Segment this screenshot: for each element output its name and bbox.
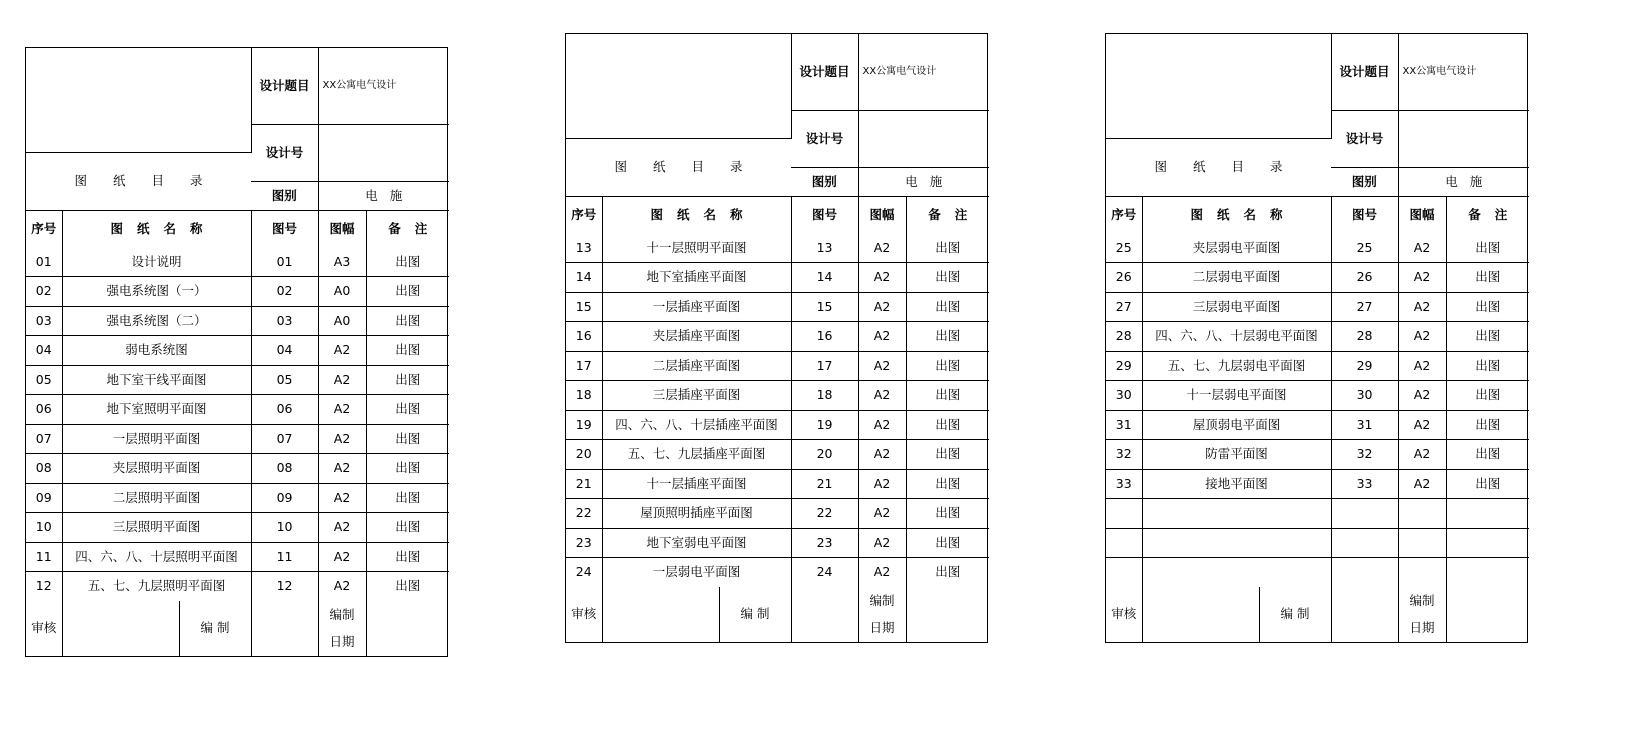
row-remark: 出图 — [1446, 263, 1529, 293]
row-drawing-no: 04 — [251, 336, 318, 366]
row-seq: 28 — [1106, 322, 1142, 352]
category-label: 图别 — [251, 181, 318, 210]
row-drawing-no: 29 — [1331, 351, 1398, 381]
row-name: 弱电系统图 — [62, 336, 251, 366]
table-row — [1106, 351, 1529, 381]
row-seq: 07 — [26, 424, 62, 454]
row-name: 四、六、八、十层照明平面图 — [62, 542, 251, 572]
col-name-header: 图纸名称 — [1142, 196, 1331, 234]
table-row — [1106, 322, 1529, 352]
subject-label: 设计题目 — [1331, 34, 1398, 110]
compile-date-label: 编制 日期 — [318, 601, 366, 656]
row-remark: 出图 — [906, 351, 989, 381]
title-area — [566, 34, 791, 138]
category-value: 电施 — [318, 181, 449, 210]
row-remark: 出图 — [906, 440, 989, 470]
row-seq: 32 — [1106, 440, 1142, 470]
row-size: A2 — [1398, 440, 1446, 470]
row-seq: 09 — [26, 483, 62, 513]
row-seq — [1106, 558, 1142, 587]
table-row — [566, 558, 989, 587]
row-remark — [1446, 558, 1529, 587]
col-remark-header: 备注 — [1446, 196, 1529, 234]
row-size: A2 — [1398, 410, 1446, 440]
table-row — [1106, 292, 1529, 322]
row-remark: 出图 — [1446, 234, 1529, 263]
table-row — [26, 424, 449, 454]
compile-label: 编 制 — [719, 587, 791, 642]
row-seq: 10 — [26, 513, 62, 543]
row-remark: 出图 — [366, 513, 449, 543]
subject-value: XX公寓电气设计 — [1398, 34, 1529, 110]
row-drawing-no: 01 — [251, 248, 318, 277]
row-size: A2 — [858, 351, 906, 381]
col-size-header: 图幅 — [1398, 196, 1446, 234]
table-row — [26, 336, 449, 366]
row-remark: 出图 — [366, 483, 449, 513]
row-remark: 出图 — [366, 454, 449, 484]
row-name: 二层弱电平面图 — [1142, 263, 1331, 293]
row-drawing-no: 21 — [791, 469, 858, 499]
row-remark: 出图 — [1446, 381, 1529, 411]
row-seq: 02 — [26, 277, 62, 307]
row-name: 屋顶弱电平面图 — [1142, 410, 1331, 440]
table-row — [26, 513, 449, 543]
row-seq: 16 — [566, 322, 602, 352]
row-size: A2 — [858, 381, 906, 411]
row-size: A2 — [858, 499, 906, 529]
design-no-label: 设计号 — [251, 124, 318, 181]
row-drawing-no: 14 — [791, 263, 858, 293]
col-remark-header: 备注 — [366, 210, 449, 248]
row-name: 防雷平面图 — [1142, 440, 1331, 470]
row-remark: 出图 — [1446, 440, 1529, 470]
row-name — [1142, 499, 1331, 529]
row-size: A0 — [318, 277, 366, 307]
row-remark: 出图 — [366, 277, 449, 307]
row-name: 十一层插座平面图 — [602, 469, 791, 499]
row-name: 地下室干线平面图 — [62, 365, 251, 395]
row-seq: 05 — [26, 365, 62, 395]
table-row — [566, 410, 989, 440]
row-drawing-no: 08 — [251, 454, 318, 484]
category-label: 图别 — [1331, 167, 1398, 196]
row-size — [1398, 558, 1446, 587]
row-name: 地下室插座平面图 — [602, 263, 791, 293]
row-drawing-no: 28 — [1331, 322, 1398, 352]
row-drawing-no: 27 — [1331, 292, 1398, 322]
row-name: 三层弱电平面图 — [1142, 292, 1331, 322]
row-size: A2 — [1398, 469, 1446, 499]
table-row — [566, 499, 989, 529]
compile-date-value — [366, 601, 449, 656]
row-name: 一层弱电平面图 — [602, 558, 791, 587]
row-size: A2 — [1398, 234, 1446, 263]
row-seq: 29 — [1106, 351, 1142, 381]
row-drawing-no: 19 — [791, 410, 858, 440]
row-name: 三层插座平面图 — [602, 381, 791, 411]
row-remark: 出图 — [906, 499, 989, 529]
row-name: 五、七、九层插座平面图 — [602, 440, 791, 470]
row-size: A2 — [858, 234, 906, 263]
table-row — [1106, 499, 1529, 529]
row-remark: 出图 — [906, 234, 989, 263]
col-seq-header: 序号 — [566, 196, 602, 234]
row-drawing-no: 02 — [251, 277, 318, 307]
compile-date-value — [1446, 587, 1529, 642]
design-no-label: 设计号 — [791, 110, 858, 167]
row-name: 一层插座平面图 — [602, 292, 791, 322]
row-drawing-no: 09 — [251, 483, 318, 513]
row-name: 地下室弱电平面图 — [602, 528, 791, 558]
compile-date-label: 编制 日期 — [858, 587, 906, 642]
row-size: A2 — [858, 440, 906, 470]
row-size — [1398, 528, 1446, 558]
row-size: A2 — [318, 483, 366, 513]
row-seq: 25 — [1106, 234, 1142, 263]
subject-value: XX公寓电气设计 — [318, 48, 449, 124]
row-seq: 01 — [26, 248, 62, 277]
row-drawing-no: 17 — [791, 351, 858, 381]
col-no-header: 图号 — [251, 210, 318, 248]
review-label: 审核 — [1106, 587, 1142, 642]
page-title: 图纸目录 — [566, 138, 791, 196]
col-seq-header: 序号 — [1106, 196, 1142, 234]
row-size: A2 — [858, 263, 906, 293]
row-remark: 出图 — [906, 528, 989, 558]
row-size: A2 — [318, 513, 366, 543]
row-name: 夹层插座平面图 — [602, 322, 791, 352]
row-remark: 出图 — [906, 410, 989, 440]
row-name: 地下室照明平面图 — [62, 395, 251, 425]
row-drawing-no: 22 — [791, 499, 858, 529]
row-remark: 出图 — [366, 306, 449, 336]
row-seq: 31 — [1106, 410, 1142, 440]
row-drawing-no: 23 — [791, 528, 858, 558]
table-row — [26, 542, 449, 572]
row-seq: 18 — [566, 381, 602, 411]
table-row — [26, 365, 449, 395]
row-size: A2 — [318, 336, 366, 366]
table-row — [566, 292, 989, 322]
row-size: A2 — [1398, 292, 1446, 322]
col-no-header: 图号 — [791, 196, 858, 234]
row-drawing-no: 10 — [251, 513, 318, 543]
row-remark: 出图 — [906, 381, 989, 411]
row-drawing-no — [1331, 558, 1398, 587]
table-row — [1106, 410, 1529, 440]
row-remark: 出图 — [1446, 292, 1529, 322]
title-area — [26, 48, 251, 152]
row-remark: 出图 — [1446, 469, 1529, 499]
row-name: 强电系统图（一） — [62, 277, 251, 307]
category-value: 电施 — [858, 167, 989, 196]
row-size: A2 — [1398, 381, 1446, 411]
compile-label: 编 制 — [179, 601, 251, 656]
row-size: A2 — [858, 410, 906, 440]
row-name — [1142, 558, 1331, 587]
drawing-index-sheet-1 — [25, 47, 448, 657]
row-remark: 出图 — [906, 322, 989, 352]
row-seq: 26 — [1106, 263, 1142, 293]
row-drawing-no: 03 — [251, 306, 318, 336]
row-drawing-no: 24 — [791, 558, 858, 587]
row-size: A2 — [858, 469, 906, 499]
table-row — [26, 454, 449, 484]
page-title: 图纸目录 — [1106, 138, 1331, 196]
design-no-label: 设计号 — [1331, 110, 1398, 167]
col-size-header: 图幅 — [858, 196, 906, 234]
col-no-header: 图号 — [1331, 196, 1398, 234]
compile-date-value — [906, 587, 989, 642]
row-name — [1142, 528, 1331, 558]
table-row — [1106, 528, 1529, 558]
row-drawing-no: 30 — [1331, 381, 1398, 411]
row-size: A2 — [318, 424, 366, 454]
row-remark: 出图 — [366, 336, 449, 366]
row-drawing-no — [1331, 499, 1398, 529]
row-remark: 出图 — [366, 248, 449, 277]
col-seq-header: 序号 — [26, 210, 62, 248]
col-name-header: 图纸名称 — [602, 196, 791, 234]
drawing-index-sheet-3 — [1105, 33, 1528, 643]
review-value — [602, 587, 719, 642]
row-drawing-no: 32 — [1331, 440, 1398, 470]
table-row — [1106, 469, 1529, 499]
table-row — [26, 306, 449, 336]
table-row — [1106, 381, 1529, 411]
row-seq: 24 — [566, 558, 602, 587]
row-drawing-no: 05 — [251, 365, 318, 395]
row-seq: 23 — [566, 528, 602, 558]
row-remark: 出图 — [906, 558, 989, 587]
page-title: 图纸目录 — [26, 152, 251, 210]
row-name: 四、六、八、十层插座平面图 — [602, 410, 791, 440]
row-name: 十一层照明平面图 — [602, 234, 791, 263]
row-size: A2 — [318, 572, 366, 601]
table-row — [1106, 234, 1529, 263]
row-name: 二层照明平面图 — [62, 483, 251, 513]
row-seq: 14 — [566, 263, 602, 293]
row-drawing-no: 20 — [791, 440, 858, 470]
table-row — [566, 381, 989, 411]
row-seq: 22 — [566, 499, 602, 529]
row-remark: 出图 — [1446, 410, 1529, 440]
row-name: 二层插座平面图 — [602, 351, 791, 381]
design-no-value — [1398, 110, 1529, 167]
row-size: A2 — [318, 365, 366, 395]
row-seq: 30 — [1106, 381, 1142, 411]
row-size: A2 — [1398, 351, 1446, 381]
design-no-value — [318, 124, 449, 181]
row-drawing-no: 13 — [791, 234, 858, 263]
row-drawing-no: 12 — [251, 572, 318, 601]
row-seq: 15 — [566, 292, 602, 322]
row-size: A2 — [858, 292, 906, 322]
row-seq: 11 — [26, 542, 62, 572]
row-name: 接地平面图 — [1142, 469, 1331, 499]
table-row — [26, 277, 449, 307]
compile-label: 编 制 — [1259, 587, 1331, 642]
row-size: A2 — [1398, 263, 1446, 293]
row-name: 三层照明平面图 — [62, 513, 251, 543]
design-no-value — [858, 110, 989, 167]
table-row — [26, 248, 449, 277]
table-row — [26, 395, 449, 425]
row-drawing-no: 26 — [1331, 263, 1398, 293]
row-remark: 出图 — [366, 424, 449, 454]
row-drawing-no: 33 — [1331, 469, 1398, 499]
subject-value: XX公寓电气设计 — [858, 34, 989, 110]
table-row — [566, 234, 989, 263]
subject-label: 设计题目 — [791, 34, 858, 110]
row-size: A3 — [318, 248, 366, 277]
compile-value — [1331, 587, 1398, 642]
row-name: 十一层弱电平面图 — [1142, 381, 1331, 411]
row-name: 五、七、九层弱电平面图 — [1142, 351, 1331, 381]
row-drawing-no: 07 — [251, 424, 318, 454]
table-row — [26, 483, 449, 513]
row-size: A2 — [318, 395, 366, 425]
review-label: 审核 — [566, 587, 602, 642]
row-seq — [1106, 499, 1142, 529]
category-value: 电施 — [1398, 167, 1529, 196]
subject-label: 设计题目 — [251, 48, 318, 124]
row-seq: 06 — [26, 395, 62, 425]
row-remark: 出图 — [906, 263, 989, 293]
title-area — [1106, 34, 1331, 138]
row-remark: 出图 — [906, 292, 989, 322]
row-name: 五、七、九层照明平面图 — [62, 572, 251, 601]
row-name: 强电系统图（二） — [62, 306, 251, 336]
table-row — [1106, 558, 1529, 587]
table-row — [566, 469, 989, 499]
row-remark — [1446, 499, 1529, 529]
row-drawing-no: 16 — [791, 322, 858, 352]
row-drawing-no: 06 — [251, 395, 318, 425]
row-seq: 19 — [566, 410, 602, 440]
compile-value — [251, 601, 318, 656]
row-seq: 21 — [566, 469, 602, 499]
table-row — [566, 351, 989, 381]
row-name: 四、六、八、十层弱电平面图 — [1142, 322, 1331, 352]
row-seq: 27 — [1106, 292, 1142, 322]
table-row — [566, 528, 989, 558]
row-remark: 出图 — [366, 365, 449, 395]
row-seq — [1106, 528, 1142, 558]
row-size: A2 — [858, 528, 906, 558]
row-seq: 33 — [1106, 469, 1142, 499]
row-seq: 13 — [566, 234, 602, 263]
row-drawing-no — [1331, 528, 1398, 558]
row-name: 夹层弱电平面图 — [1142, 234, 1331, 263]
row-drawing-no: 18 — [791, 381, 858, 411]
col-remark-header: 备注 — [906, 196, 989, 234]
table-row — [566, 440, 989, 470]
row-remark: 出图 — [366, 572, 449, 601]
row-size: A2 — [318, 454, 366, 484]
row-name: 设计说明 — [62, 248, 251, 277]
col-name-header: 图纸名称 — [62, 210, 251, 248]
row-size: A2 — [1398, 322, 1446, 352]
review-value — [62, 601, 179, 656]
table-row — [566, 322, 989, 352]
row-size — [1398, 499, 1446, 529]
table-row — [26, 572, 449, 601]
col-size-header: 图幅 — [318, 210, 366, 248]
row-remark: 出图 — [1446, 351, 1529, 381]
row-size: A2 — [318, 542, 366, 572]
row-size: A2 — [858, 558, 906, 587]
row-size: A0 — [318, 306, 366, 336]
row-remark: 出图 — [366, 395, 449, 425]
row-drawing-no: 15 — [791, 292, 858, 322]
row-drawing-no: 25 — [1331, 234, 1398, 263]
row-name: 屋顶照明插座平面图 — [602, 499, 791, 529]
compile-value — [791, 587, 858, 642]
row-seq: 20 — [566, 440, 602, 470]
row-remark — [1446, 528, 1529, 558]
row-name: 一层照明平面图 — [62, 424, 251, 454]
row-seq: 17 — [566, 351, 602, 381]
compile-date-label: 编制 日期 — [1398, 587, 1446, 642]
row-drawing-no: 11 — [251, 542, 318, 572]
row-seq: 03 — [26, 306, 62, 336]
review-label: 审核 — [26, 601, 62, 656]
row-drawing-no: 31 — [1331, 410, 1398, 440]
row-seq: 08 — [26, 454, 62, 484]
drawing-index-sheet-2 — [565, 33, 988, 643]
review-value — [1142, 587, 1259, 642]
row-remark: 出图 — [366, 542, 449, 572]
table-row — [566, 263, 989, 293]
category-label: 图别 — [791, 167, 858, 196]
row-remark: 出图 — [906, 469, 989, 499]
row-seq: 12 — [26, 572, 62, 601]
table-row — [1106, 263, 1529, 293]
row-remark: 出图 — [1446, 322, 1529, 352]
row-size: A2 — [858, 322, 906, 352]
row-seq: 04 — [26, 336, 62, 366]
table-row — [1106, 440, 1529, 470]
row-name: 夹层照明平面图 — [62, 454, 251, 484]
